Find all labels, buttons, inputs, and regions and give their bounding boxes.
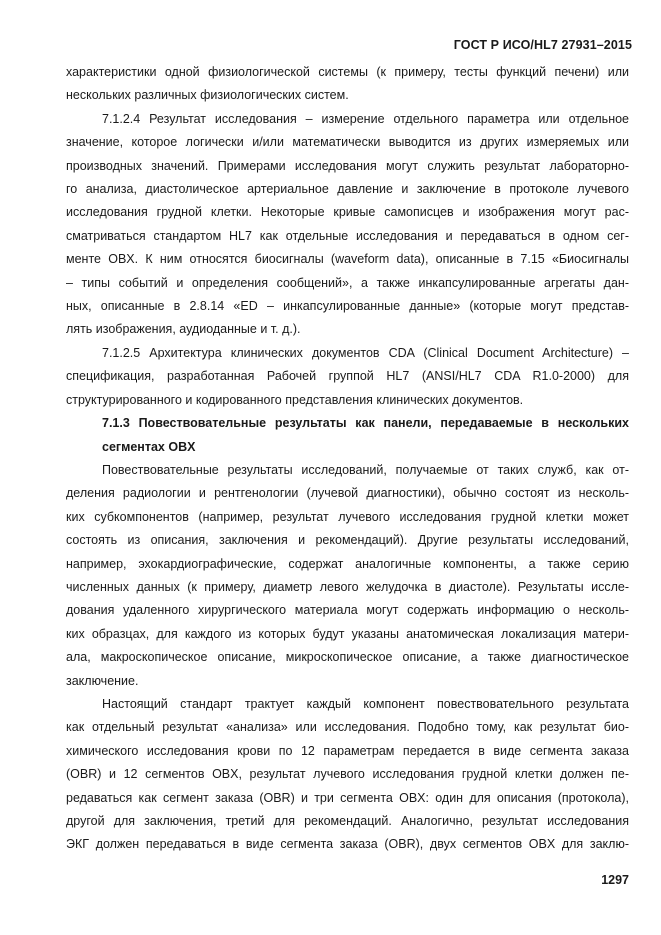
- section-heading: [66, 412, 629, 459]
- text-line: химического исследования крови по 12 параметрам передается в виде сегмента заказа: [66, 743, 629, 758]
- text-line: ких субкомпонентов (например, результат лучевого исследования грудной клетки может: [66, 509, 629, 524]
- text-line: 7.1.2.4 Результат исследования – измерение отдельного параметра или отдельное: [102, 111, 629, 126]
- text-line: ЭКГ должен передаваться в виде сегмента заказа (OBR), двух сегментов OBX для заклю-: [66, 837, 629, 852]
- text-line: (OBR) и 12 сегментов OBX, результат лучевого исследования грудной клетки должен пе-: [66, 767, 629, 782]
- text-line: ких образцах, для каждого из которых будут указаны анатомическая локализация матери-: [66, 626, 629, 641]
- text-line: другой для заключения, третий для рекомендаций. Аналогично, результат исследования: [66, 814, 629, 828]
- page-number: 1297: [601, 873, 629, 887]
- text-line: Повествовательные результаты исследований, получаемые от таких служб, как от-: [102, 462, 629, 477]
- text-line: сегментах OBX: [102, 439, 196, 454]
- text-line: численных данных (к примеру, диаметр левого желудочка в диастоле). Результаты иссле-: [66, 579, 629, 594]
- text-line: характеристики одной физиологической системы (к примеру, тесты функций печени) или: [66, 65, 629, 79]
- text-line: нескольких различных физиологических систем.: [66, 88, 349, 103]
- text-line: дования удаленного хирургического материала могут содержать информацию о несколь-: [66, 603, 629, 618]
- text-line: структурированного и кодированного представления клинических документов.: [66, 392, 524, 407]
- text-line: состоять из описания, заключения и рекомендаций). Другие результаты исследований,: [66, 533, 629, 548]
- text-line: деления радиологии и рентгенологии (лучевой диагностики), обычно состоят из несколь-: [66, 486, 629, 501]
- paragraph: [66, 342, 629, 412]
- document-body: [66, 61, 629, 857]
- text-line: значение, которое логически и/или математически выводится из других измеряемых или: [66, 135, 629, 150]
- text-line: спецификация, разработанная Рабочей группой HL7 (ANSI/HL7 CDA R1.0-2000) для: [66, 369, 629, 384]
- text-line: 7.1.3 Повествовательные результаты как панели, передаваемые в нескольких: [102, 416, 629, 431]
- text-line: 7.1.2.5 Архитектура клинических документов CDA (Clinical Document Architecture) –: [102, 345, 629, 360]
- text-line: производных значений. Примерами исследования могут служить результат лабораторно-: [66, 158, 629, 173]
- text-line: менте OBX. К ним относятся биосигналы (waveform data), описанные в 7.15 «Биосигналы: [66, 252, 629, 267]
- text-line: заключение.: [66, 673, 139, 688]
- text-line: ала, макроскопическое описание, микроскопическое описание, а также диагностическое: [66, 650, 629, 665]
- paragraph: [66, 459, 629, 693]
- text-line: например, эхокардиографические, содержат аналогичные компоненты, а также серию: [66, 556, 629, 571]
- text-line: – типы событий и определения сообщений», а также инкапсулированные агрегаты дан-: [66, 275, 629, 290]
- text-line: редаваться как сегмент заказа (OBR) и три сегмента OBX: один для описания (протокола),: [66, 790, 629, 805]
- document-code-header: ГОСТ Р ИСО/HL7 27931–2015: [453, 38, 632, 52]
- text-line: как отдельный результат «анализа» или исследования. Подобно тому, как результат био-: [66, 720, 629, 735]
- paragraph: [66, 61, 629, 108]
- text-line: сматриваться стандартом HL7 как отдельные исследования и передаваться в одном сег-: [66, 228, 629, 243]
- text-line: ных, описанные в 2.8.14 «ED – инкапсулированные данные» (которые могут представ-: [66, 299, 629, 314]
- text-line: лять изображения, аудиоданные и т. д.).: [66, 322, 301, 337]
- text-line: исследования грудной клетки. Некоторые кривые самописцев и изображения могут рас-: [66, 205, 629, 220]
- text-line: го анализа, диастолическое артериальное давление и заключение в протоколе лучевого: [66, 182, 629, 197]
- paragraph: [66, 108, 629, 342]
- text-line: Настоящий стандарт трактует каждый компонент повествовательного результата: [102, 696, 629, 711]
- paragraph: [66, 693, 629, 857]
